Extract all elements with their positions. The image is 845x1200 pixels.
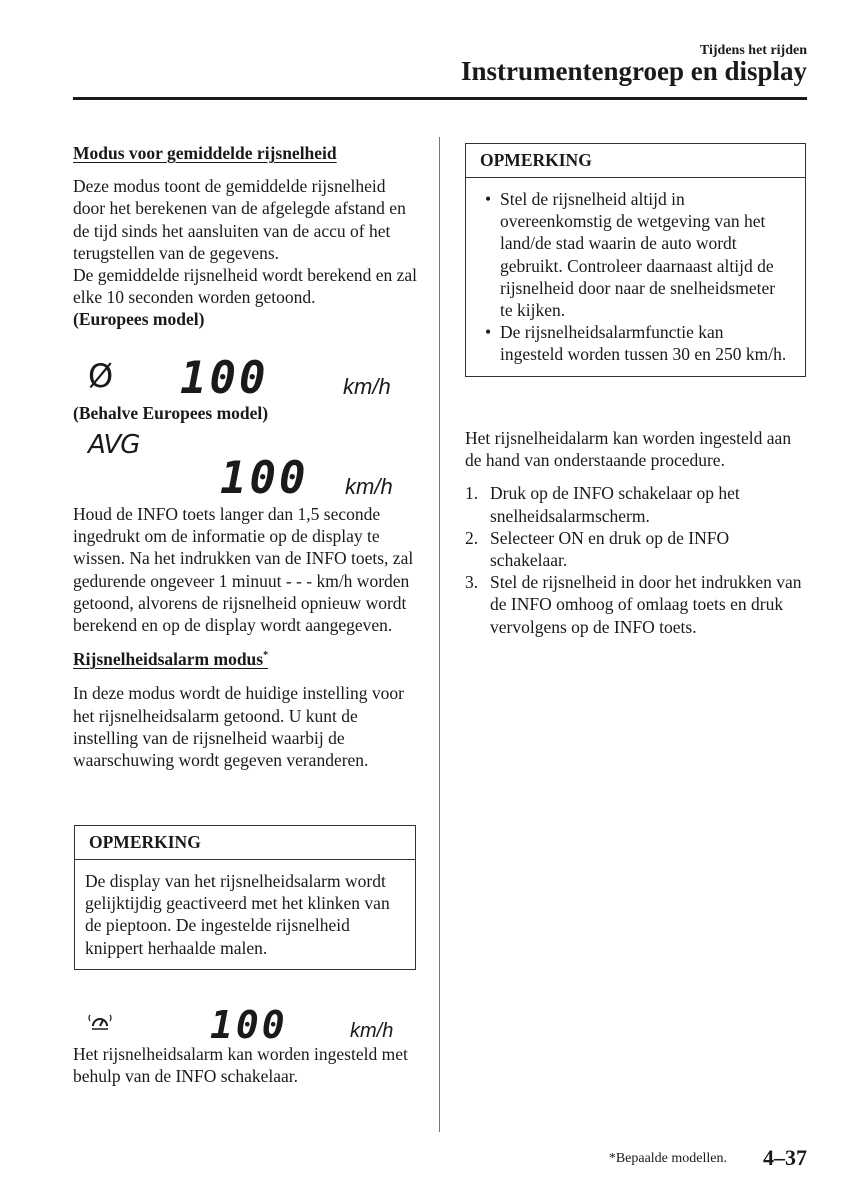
procedure-intro: Het rijsnelheidalarm kan worden ingesteld aan de hand van onderstaande procedure. <box>465 428 792 471</box>
avg-symbol-icon: Ø <box>88 357 114 395</box>
alarm-display-value: 100 <box>210 1003 288 1047</box>
section-label: Tijdens het rijden <box>699 43 807 58</box>
avg-speed-text: Deze modus toont de gemiddelde rijsnelheid door het berekenen van de afgelegde afstand en de tijd sinds het aansluiten van de accu of het terugstellen van de gegevens. <box>73 176 406 263</box>
step-item: 1. Druk op de INFO schakelaar op het snelheidsalarmscherm. <box>465 483 740 526</box>
header-rule <box>73 97 807 100</box>
non-eu-display-value: 100 <box>220 453 309 504</box>
eu-display-value: 100 <box>180 353 269 404</box>
footnote-mark: * <box>263 650 269 662</box>
column-divider <box>439 137 440 1132</box>
note-text: De display van het rijsnelheidsalarm wordt gelijktijdig geactiveerd met het klinken van de pieptoon. De ingestelde rijsnelheid knippert herhaalde malen. <box>85 871 390 958</box>
note-box-left <box>74 825 416 970</box>
alarm-info-text: Het rijsnelheidsalarm kan worden ingesteld met behulp van de INFO schakelaar. <box>73 1044 408 1087</box>
note-heading: OPMERKING <box>466 144 805 178</box>
footnote: *Bepaalde modellen. <box>608 1151 727 1166</box>
procedure-steps <box>465 482 810 637</box>
eu-model-label: (Europees model) <box>73 309 205 330</box>
speed-alarm-icon <box>88 1010 112 1034</box>
non-eu-model-label: (Behalve Europees model) <box>73 403 269 423</box>
avg-label: AVG <box>88 430 140 460</box>
step-item: 2. Selecteer ON en druk op de INFO schakelaar. <box>465 527 730 571</box>
note-bullet-list <box>476 188 791 366</box>
note-box-right <box>465 143 806 377</box>
note-bullet-2: • De rijsnelheidsalarmfunctie kan ingesteld worden tussen 30 en 250 km/h. <box>476 321 791 365</box>
left-column <box>73 142 418 331</box>
eu-display-unit: km/h <box>343 374 391 399</box>
non-eu-display-unit: km/h <box>345 474 393 499</box>
page-number: 4–37 <box>763 1145 807 1170</box>
info-reset-text: Houd de INFO toets langer dan 1,5 seconde ingedrukt om de informatie op de display te wissen. Na het indrukken van de INFO toets, zal gedurende ongeveer 1 minuut - - - km/h worden getoond, alvorens de rijsnelheid opnieuw wordt berekend en op de display wordt aangegeven. <box>73 504 414 636</box>
step-item: 3. Stel de rijsnelheid in door het indrukken van de INFO omhoog of omlaag toets en druk vervolgens op de INFO toets. <box>465 572 802 637</box>
note-heading: OPMERKING <box>75 826 415 860</box>
speed-alarm-text: In deze modus wordt de huidige instelling voor het rijsnelheidsalarm getoond. U kunt de instelling van de rijsnelheid waarbij de waarschuwing wordt gegeven veranderen. <box>73 683 404 771</box>
note-bullet-1: • Stel de rijsnelheid altijd in overeenkomstig de wetgeving van het land/de stad waarin de auto wordt gebruikt. Controleer daarnaast altijd de rijsnelheid door naar de snelheidsmeter te kijken. <box>476 188 791 321</box>
right-column <box>465 427 810 638</box>
speed-alarm-heading: Rijsnelheidsalarm modus* <box>73 649 269 670</box>
avg-speed-text-2: De gemiddelde rijsnelheid wordt berekend en zal elke 10 seconden worden getoond. <box>73 265 418 308</box>
page-title: Instrumentengroep en display <box>460 56 807 86</box>
alarm-display-unit: km/h <box>350 1020 394 1042</box>
avg-speed-heading: Modus voor gemiddelde rijsnelheid <box>73 143 337 163</box>
